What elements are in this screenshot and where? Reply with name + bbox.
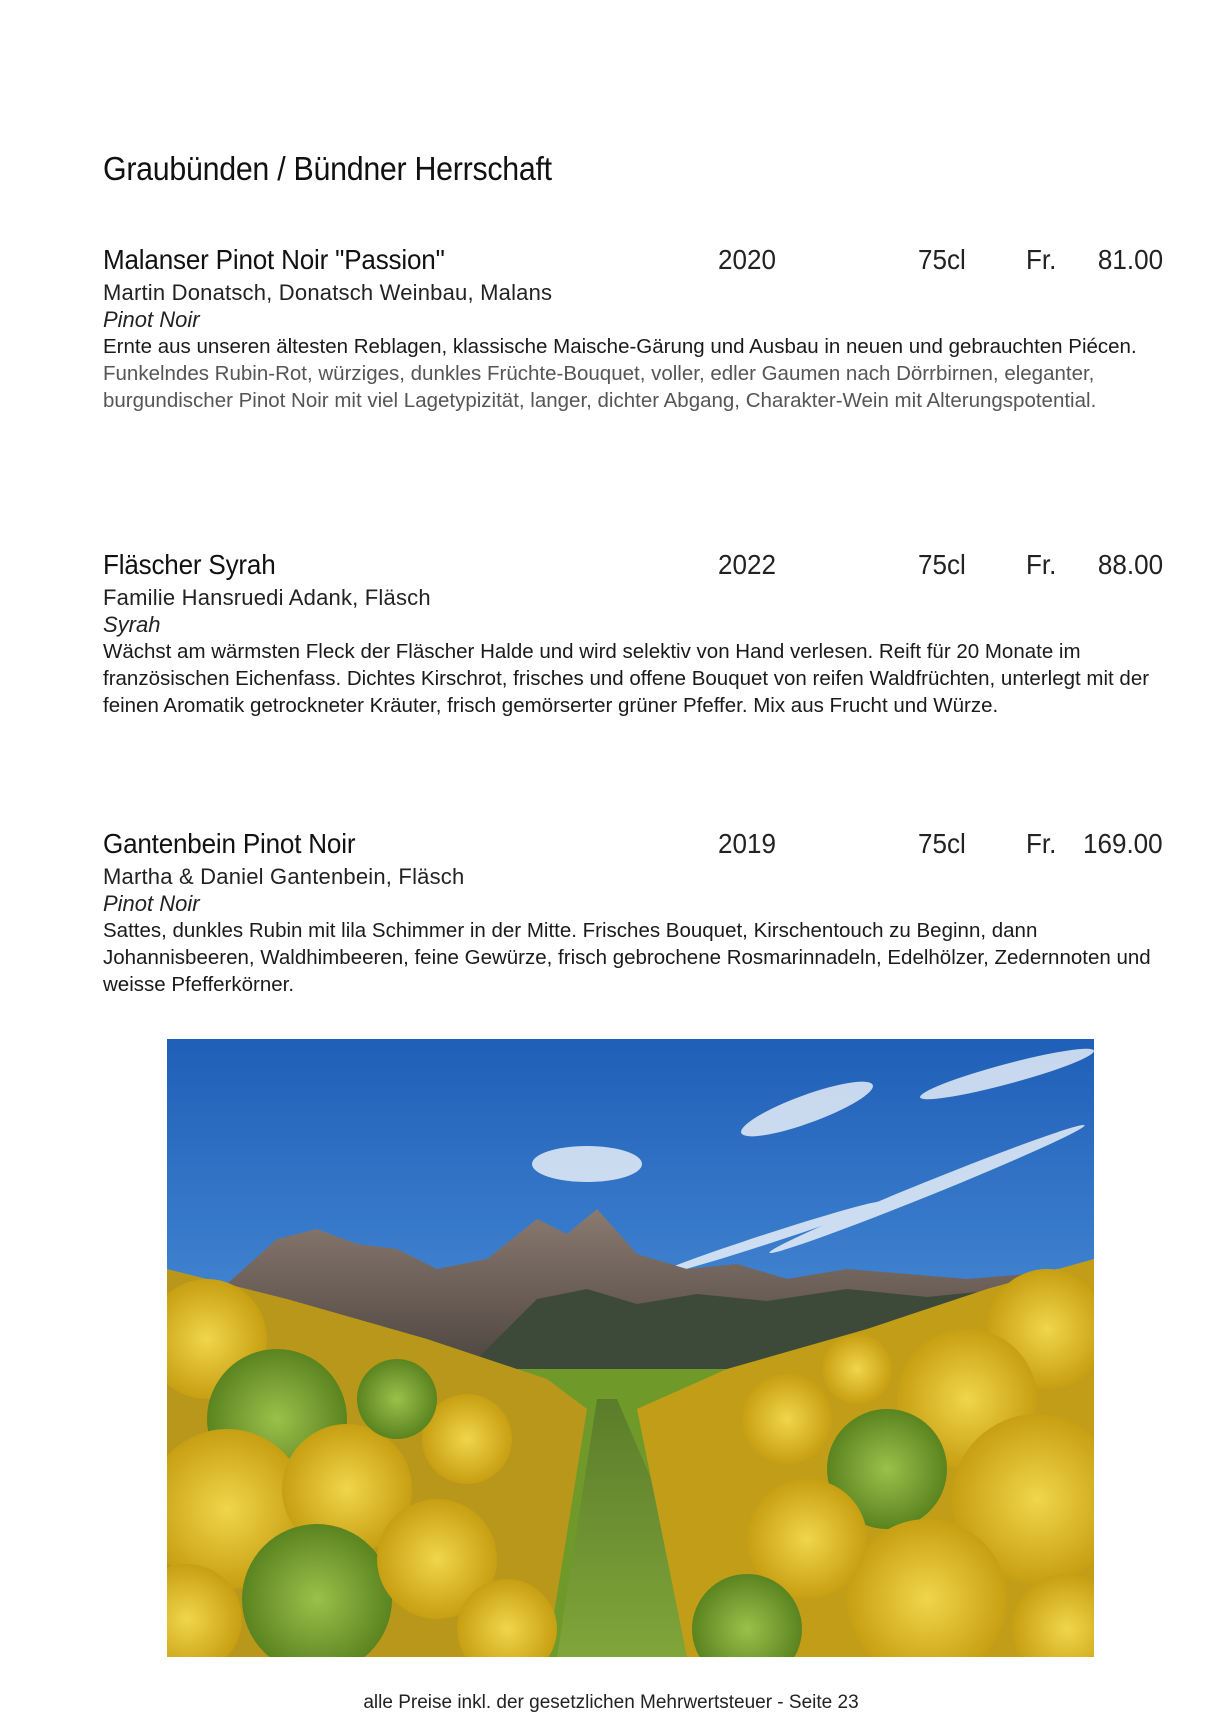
- wine-currency: Fr.: [1026, 828, 1057, 859]
- wine-vintage: 2020: [718, 244, 776, 275]
- wine-description: [103, 333, 1163, 414]
- wine-description-rest: Funkelndes Rubin-Rot, würziges, dunkles Früchte-Bouquet, voller, edler Gaumen nach Dörrbirnen, eleganter, burgundischer Pinot Noir mit viel Lagetypizität, langer, dichter Abgang, Charakter-Wein mit Alterungspotential.: [103, 362, 1097, 412]
- wine-description-lead: Wächst am wärmsten Fleck der Fläscher Halde und wird selektiv von Hand verlesen. Reift für 20 Monate im französischen Eichenfass. Dichtes Kirschrot, frisches und offene Bouquet von reifen Waldfrüchten, unterlegt mit der feinen Aromatik getrockneter Kräuter, frisch gemörserter grüner Pfeffer. Mix aus Frucht und Würze.: [103, 640, 1150, 717]
- wine-entry: [103, 244, 1163, 414]
- wine-vintage: 2019: [718, 828, 776, 859]
- wine-producer: Martha & Daniel Gantenbein, Fläsch: [103, 864, 465, 889]
- wine-description-lead: Ernte aus unseren ältesten Reblagen, klassische Maische-Gärung und Ausbau in neuen und gebrauchten Piécen.: [103, 335, 1137, 358]
- wine-vintage: 2022: [718, 549, 776, 580]
- wine-grape: Syrah: [103, 612, 161, 637]
- wine-description-lead: Sattes, dunkles Rubin mit lila Schimmer in der Mitte. Frisches Bouquet, Kirschentouch zu Beginn, dann Johannisbeeren, Waldhimbeeren, feine Gewürze, frisch gebrochene Rosmarinnadeln, Edelhölzer, Zedernnoten und weisse Pfefferkörner.: [103, 919, 1151, 996]
- page-title: Graubünden / Bündner Herrschaft: [103, 150, 552, 187]
- wine-producer: Martin Donatsch, Donatsch Weinbau, Malans: [103, 280, 553, 305]
- page-footer: alle Preise inkl. der gesetzlichen Mehrwertsteuer - Seite 23: [363, 1692, 859, 1713]
- wine-description: [103, 638, 1163, 719]
- wine-price: 88.00: [1097, 549, 1163, 580]
- wine-currency: Fr.: [1026, 244, 1057, 275]
- wine-bottle-size: 75cl: [918, 244, 966, 275]
- wine-bottle-size: 75cl: [918, 549, 966, 580]
- wine-name: Gantenbein Pinot Noir: [103, 828, 356, 859]
- wine-price: 81.00: [1097, 244, 1163, 275]
- wine-entry: [103, 828, 1163, 998]
- wine-bottle-size: 75cl: [918, 828, 966, 859]
- wine-entry: [103, 549, 1163, 719]
- vineyard-photo: [167, 1039, 1094, 1657]
- wine-producer: Familie Hansruedi Adank, Fläsch: [103, 585, 431, 610]
- wine-price: 169.00: [1083, 828, 1163, 859]
- wine-name: Malanser Pinot Noir "Passion": [103, 244, 445, 275]
- wine-currency: Fr.: [1026, 549, 1057, 580]
- wine-description: [103, 917, 1163, 998]
- wine-grape: Pinot Noir: [103, 891, 200, 916]
- wine-name: Fläscher Syrah: [103, 549, 276, 580]
- wine-grape: Pinot Noir: [103, 307, 200, 332]
